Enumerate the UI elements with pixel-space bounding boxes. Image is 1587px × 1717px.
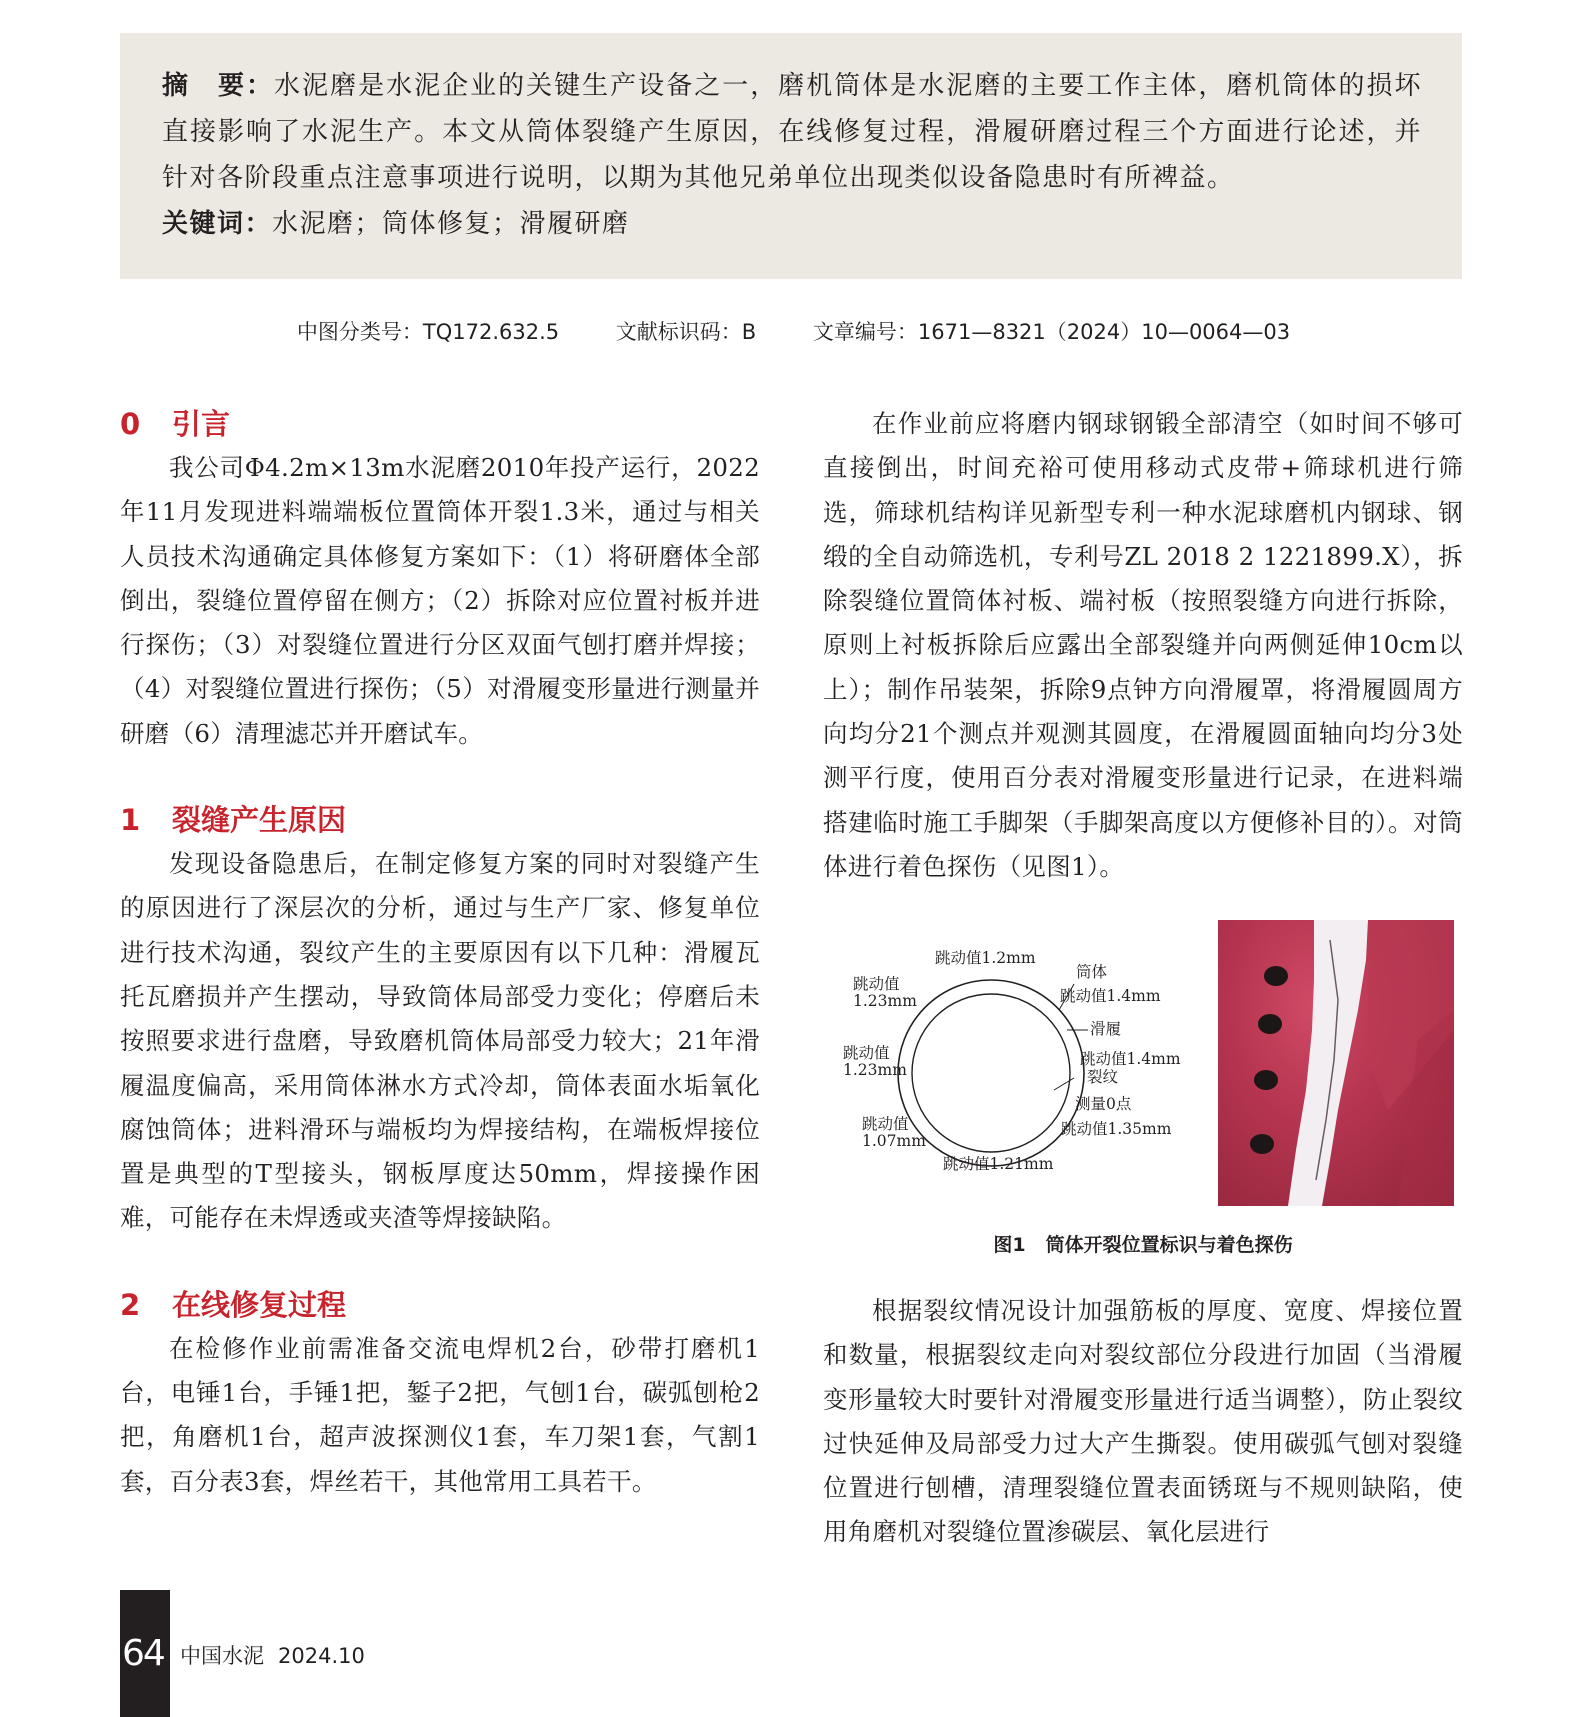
right-column-continued <box>823 1289 1463 1555</box>
slide-inner-circle <box>912 994 1070 1152</box>
label-upper-left-2: 1.23mm <box>853 992 917 1010</box>
section-1-paragraph: 发现设备隐患后，在制定修复方案的同时对裂缝产生的原因进行了深层次的分析，通过与生产厂家、修复单位进行技术沟通，裂纹产生的主要原因有以下几种：滑履瓦托瓦磨损并产生摆动，导致筒体局部受力变化；停磨后未按照要求进行盘磨，导致磨机筒体局部受力较大；21年滑履温度偏高，采用筒体淋水方式冷却，筒体表面水垢氧化腐蚀筒体；进料滑环与端板均为焊接结构，在端板焊接位置是典型的T型接头，钢板厚度达50mm，焊接操作困难，可能存在未焊透或夹渣等焊接缺陷。 <box>120 849 760 1233</box>
label-right-3: 跳动值1.35mm <box>1061 1120 1172 1138</box>
label-left-1: 跳动值 <box>843 1044 890 1062</box>
label-right-2: 跳动值1.4mm <box>1080 1050 1181 1068</box>
keywords <box>162 201 1422 247</box>
document-code: 文献标识码：B <box>615 320 757 344</box>
journal-name: 中国水泥 <box>180 1644 264 1668</box>
label-crack: 裂纹 <box>1087 1068 1119 1086</box>
section-0-paragraph: 我公司Φ4.2m×13m水泥磨2010年投产运行，2022年11月发现进料端端板位置筒体开裂1.3米，通过与相关人员技术沟通确定具体修复方案如下：（1）将研磨体全部倒出，裂缝位置停留在侧方；（2）拆除对应位置衬板并进行探伤；（3）对裂缝位置进行分区双面气刨打磨并焊接；（4）对裂缝位置进行探伤；（5）对滑履变形量进行测量并研磨（6）清理滤芯并开磨试车。 <box>120 453 760 748</box>
clc-number: 中图分类号：TQ172.632.5 <box>296 320 560 344</box>
figure-caption <box>823 1230 1463 1257</box>
journal-issue: 2024.10 <box>278 1644 365 1668</box>
abstract-text: 水泥磨是水泥企业的关键生产设备之一，磨机筒体是水泥磨的主要工作主体，磨机筒体的损坏直接影响了水泥生产。本文从筒体裂缝产生原因，在线修复过程，滑履研磨过程三个方面进行论述，并针对各阶段重点注意事项进行说明，以期为其他兄弟单位出现类似设备隐患时有所裨益。 <box>162 71 1422 193</box>
label-right-1: 跳动值1.4mm <box>1060 987 1161 1005</box>
label-bottom: 跳动值1.21mm <box>943 1155 1054 1173</box>
label-left-2: 1.23mm <box>843 1061 907 1079</box>
right-column <box>823 402 1463 889</box>
figure-number: 图1 <box>993 1234 1026 1256</box>
figure-1 <box>823 918 1463 1208</box>
abstract-box <box>120 33 1462 279</box>
keywords-text: 水泥磨；筒体修复；滑履研磨 <box>272 209 630 239</box>
journal-info <box>180 1640 365 1670</box>
classification-line <box>0 316 1587 346</box>
page-number: 64 <box>122 1633 164 1674</box>
figure-caption-text: 筒体开裂位置标识与着色探伤 <box>1045 1234 1293 1256</box>
label-lower-left-1: 跳动值 <box>862 1115 909 1133</box>
label-upper-left-1: 跳动值 <box>853 975 900 993</box>
label-lower-left-2: 1.07mm <box>862 1132 926 1150</box>
keywords-label: 关键词： <box>162 209 273 239</box>
article-number: 文章编号：1671—8321（2024）10—0064—03 <box>812 320 1291 344</box>
dye-penetrant-photo <box>1218 920 1454 1206</box>
section-heading-0: 0 引言 <box>120 407 231 441</box>
section-heading-2: 2 在线修复过程 <box>120 1287 347 1322</box>
section-2-paragraph: 在检修作业前需准备交流电焊机2台，砂带打磨机1台，电锤1台，手锤1把，錾子2把，气刨1台，碳弧刨枪2把，角磨机1台，超声波探测仪1套，车刀架1套，气割1套，百分表3套，焊丝若干，其他常用工具若干。 <box>120 1333 760 1496</box>
label-zero-point: 测量0点 <box>1075 1095 1132 1113</box>
label-slide: 滑履 <box>1090 1020 1122 1038</box>
abstract-label: 摘 要： <box>162 71 275 101</box>
photo-illustration <box>1218 920 1454 1206</box>
section-heading-1: 1 裂缝产生原因 <box>120 803 347 838</box>
right-paragraph-1: 在作业前应将磨内钢球钢锻全部清空（如时间不够可直接倒出，时间充裕可使用移动式皮带+筛球机进行筛选，筛球机结构详见新型专利一种水泥球磨机内钢球、钢缎的全自动筛选机，专利号ZL 2018 2 1221899.X），拆除裂缝位置筒体衬板、端衬板（按照裂缝方向进行拆除，原则上衬板拆除后应露出全部裂缝并向两侧延伸10cm以上）；制作吊装架，拆除9点钟方向滑履罩，将滑履圆周方向均分21个测点并观测其圆度，在滑履圆面轴向均分3处测平行度，使用百分表对滑履变形量进行记录，在进料端搭建临时施工手脚架（手脚架高度以方便修补目的）。对筒体进行着色探伤（见图1）。 <box>823 409 1463 881</box>
label-top: 跳动值1.2mm <box>935 949 1036 967</box>
left-column <box>120 402 760 1504</box>
crack-leader <box>1054 1078 1074 1090</box>
label-shell: 筒体 <box>1076 963 1108 981</box>
abstract <box>162 63 1422 201</box>
right-paragraph-2: 根据裂纹情况设计加强筋板的厚度、宽度、焊接位置和数量，根据裂纹走向对裂纹部位分段进行加固（当滑履变形量较大时要针对滑履变形量进行适当调整），防止裂纹过快延伸及局部受力过大产生撕裂。使用碳弧气刨对裂缝位置进行刨槽，清理裂缝位置表面锈斑与不规则缺陷，使用角磨机对裂缝位置渗碳层、氧化层进行 <box>823 1296 1463 1547</box>
